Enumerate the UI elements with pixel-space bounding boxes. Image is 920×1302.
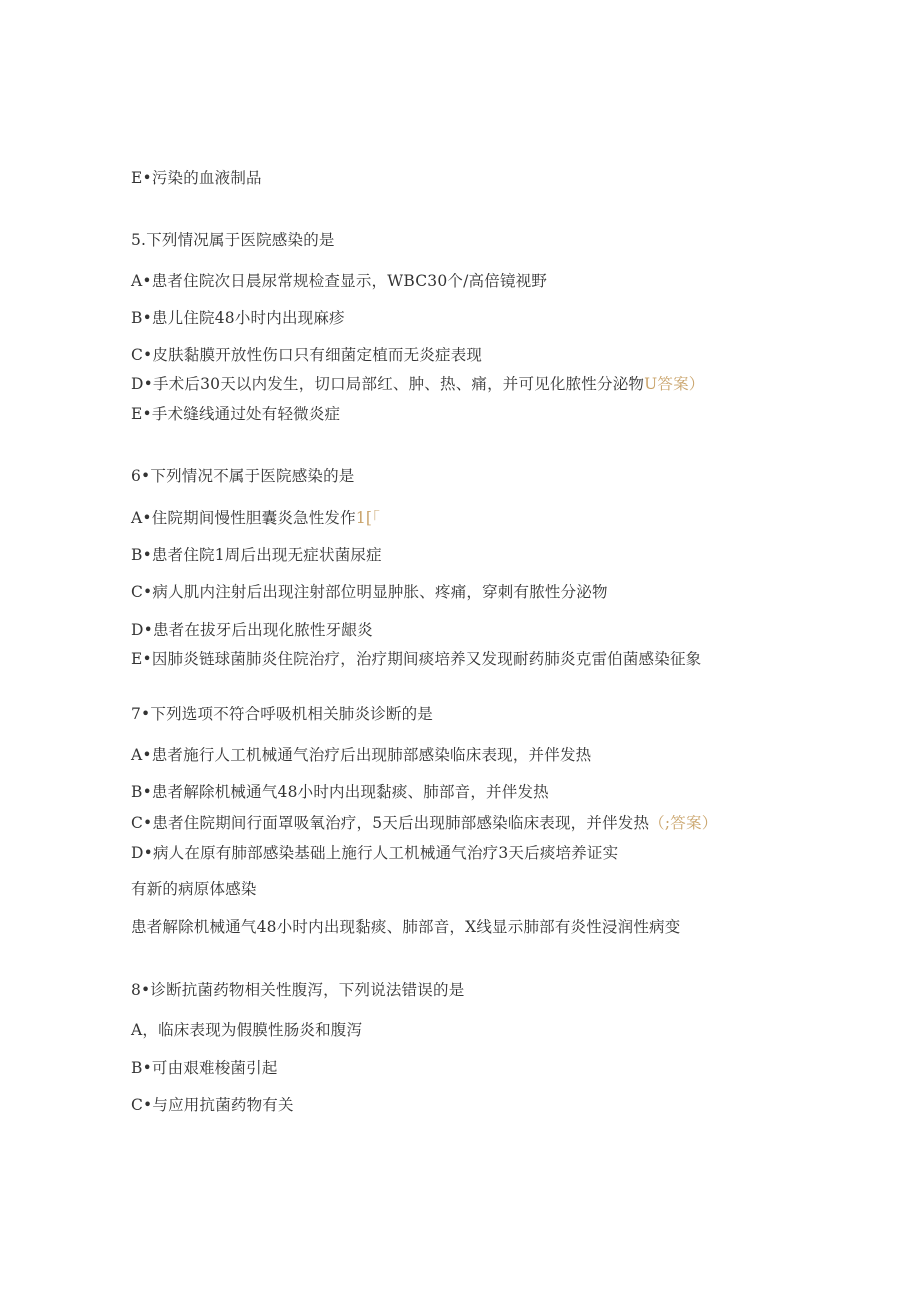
option-text: C•患者住院期间行面罩吸氧治疗，5天后出现肺部感染临床表现，并伴发热 (131, 814, 650, 832)
option-text: B•患者解除机械通气48小时内出现黏痰、肺部音，并伴发热 (131, 783, 549, 801)
question-text: 6•下列情况不属于医院感染的是 (131, 467, 355, 485)
option-d-q6 (131, 620, 373, 640)
option-text: 有新的病原体感染 (131, 880, 257, 898)
option-text: A，临床表现为假膜性肠炎和腹泻 (131, 1021, 363, 1039)
option-text: A•患者住院次日晨尿常规检查显示，WBC30个/高倍镜视野 (131, 272, 548, 290)
option-a-q7 (131, 745, 591, 765)
option-c-q6 (131, 582, 608, 602)
option-text: D•手术后30天以内发生，切口局部红、肿、热、痛，并可见化脓性分泌物 (131, 375, 645, 393)
option-c-q7 (131, 813, 717, 833)
option-d-q7 (131, 843, 618, 863)
option-text: D•患者在拔牙后出现化脓性牙龈炎 (131, 621, 373, 639)
option-text: D•病人在原有肺部感染基础上施行人工机械通气治疗3天后痰培养证实 (131, 844, 619, 862)
option-text: B•可由艰难梭菌引起 (131, 1059, 278, 1077)
question-5-stem (131, 230, 335, 250)
option-text: E•因肺炎链球菌肺炎住院治疗，治疗期间痰培养又发现耐药肺炎克雷伯菌感染征象 (131, 650, 702, 668)
option-b-q7 (131, 782, 549, 802)
option-text: C•皮肤黏膜开放性伤口只有细菌定植而无炎症表现 (131, 346, 483, 364)
option-text: B•患儿住院48小时内出现麻疹 (131, 309, 345, 327)
option-e-q6 (131, 649, 701, 669)
option-text: B•患者住院1周后出现无症状菌尿症 (131, 546, 382, 564)
option-b-q8 (131, 1058, 278, 1078)
question-7-stem (131, 704, 433, 724)
question-8-stem (131, 980, 464, 1000)
option-a-q5 (131, 271, 547, 291)
option-text: A•患者施行人工机械通气治疗后出现肺部感染临床表现，并伴发热 (131, 746, 592, 764)
question-6-stem (131, 466, 355, 486)
option-text: E•污染的血液制品 (131, 169, 262, 187)
answer-mark: U答案） (644, 375, 705, 393)
option-text: 患者解除机械通气48小时内出现黏痰、肺部音，X线显示肺部有炎性浸润性病变 (131, 918, 681, 936)
option-e-q5 (131, 404, 340, 424)
option-text: A•住院期间慢性胆囊炎急性发作 (131, 509, 356, 527)
question-text: 7•下列选项不符合呼吸机相关肺炎诊断的是 (131, 705, 434, 723)
option-a-q8 (131, 1020, 362, 1040)
option-a-q6 (131, 508, 380, 528)
option-e-q4 (131, 168, 262, 188)
option-text: C•病人肌内注射后出现注射部位明显肿胀、疼痛，穿刺有脓性分泌物 (131, 583, 608, 601)
option-c-q8 (131, 1095, 294, 1115)
option-d-q5 (131, 374, 704, 394)
option-d-q7-continued (131, 879, 257, 899)
answer-mark: （;答案） (649, 814, 718, 832)
option-e-q7 (131, 917, 680, 937)
option-c-q5 (131, 345, 482, 365)
question-text: 8•诊断抗菌药物相关性腹泻，下列说法错误的是 (131, 981, 465, 999)
answer-mark: 1[「 (355, 509, 381, 527)
option-text: C•与应用抗菌药物有关 (131, 1096, 294, 1114)
option-b-q6 (131, 545, 382, 565)
question-text: 5.下列情况属于医院感染的是 (131, 231, 335, 249)
option-b-q5 (131, 308, 345, 328)
option-text: E•手术缝线通过处有轻微炎症 (131, 405, 341, 423)
